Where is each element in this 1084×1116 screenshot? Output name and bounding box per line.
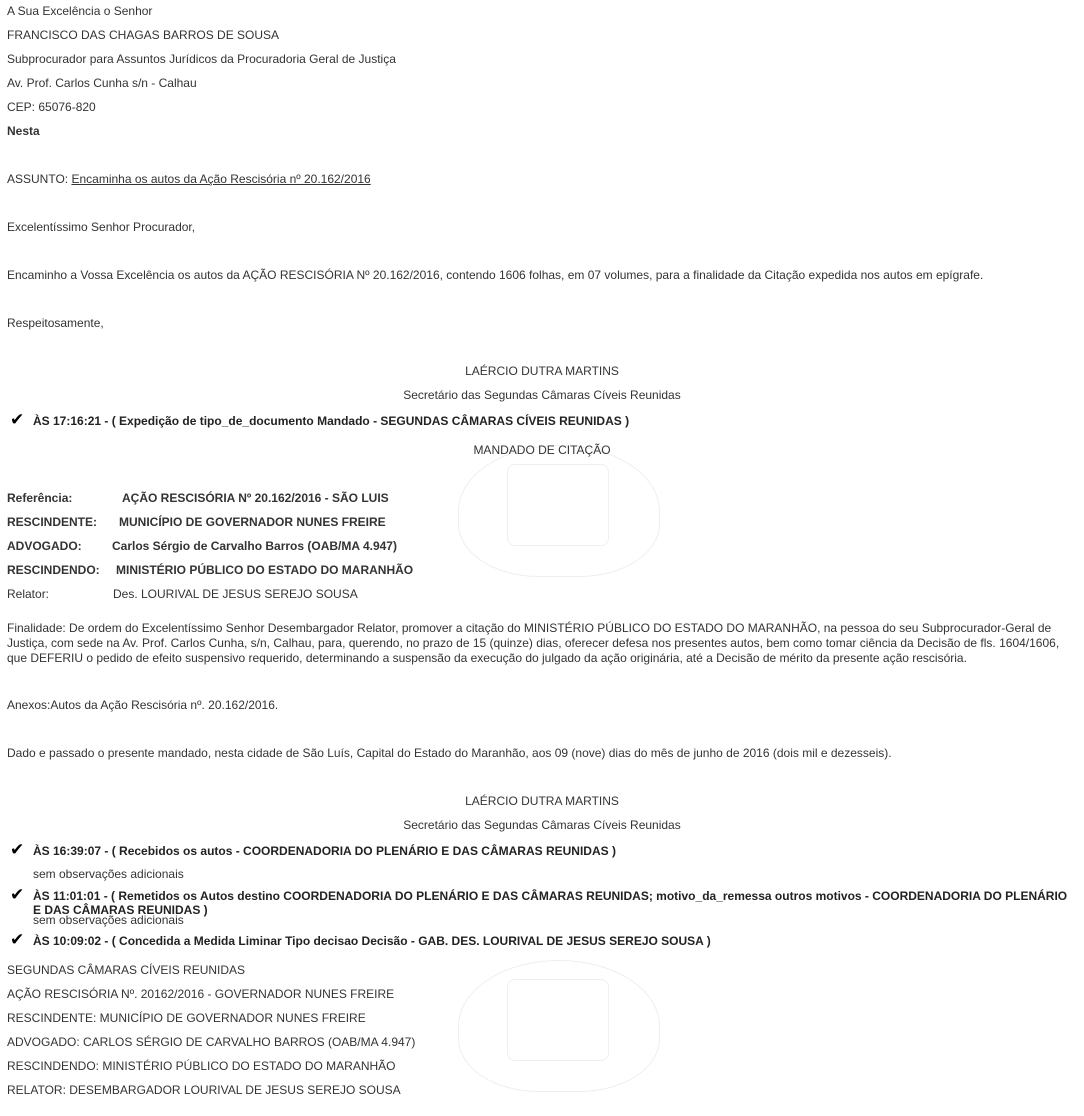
crest-watermark — [458, 960, 660, 1092]
subject-line — [7, 172, 371, 186]
decision-rescindendo: RESCINDENDO: MINISTÉRIO PÚBLICO DO ESTADO DO MARANHÃO — [7, 1059, 396, 1073]
salutation: A Sua Excelência o Senhor — [7, 4, 153, 18]
signature-title: Secretário das Segundas Câmaras Cíveis Reunidas — [403, 818, 681, 832]
greeting: Excelentíssimo Senhor Procurador, — [7, 220, 196, 234]
ref-value: AÇÃO RESCISÓRIA Nº 20.162/2016 - SÃO LUIS — [122, 491, 389, 505]
event-note: sem observações adicionais — [33, 913, 184, 927]
decision-rescindente: RESCINDENTE: MUNICÍPIO DE GOVERNADOR NUNES FREIRE — [7, 1011, 366, 1025]
decision-court: SEGUNDAS CÂMARAS CÍVEIS REUNIDAS — [7, 963, 246, 977]
check-icon: ✔ — [10, 930, 25, 949]
rescindendo-value: MINISTÉRIO PÚBLICO DO ESTADO DO MARANHÃO — [116, 563, 414, 577]
event-entry: ÀS 11:01:01 - ( Remetidos os Autos destino COORDENADORIA DO PLENÁRIO E DAS CÂMARAS REUNIDAS; motivo_da_remessa outros motivos - COORDENADORIA DO PLENÁRIO — [33, 889, 1068, 903]
mandado-heading: MANDADO DE CITAÇÃO — [473, 443, 611, 457]
event-entry: ÀS 16:39:07 - ( Recebidos os autos - COORDENADORIA DO PLENÁRIO E DAS CÂMARAS REUNIDAS ) — [33, 844, 616, 858]
subject-text: Encaminha os autos da Ação Rescisória nº 20.162/2016 — [71, 172, 371, 186]
decision-advogado: ADVOGADO: CARLOS SÉRGIO DE CARVALHO BARROS (OAB/MA 4.947) — [7, 1035, 416, 1049]
subject-label: ASSUNTO: — [7, 172, 72, 186]
rescindendo-label: RESCINDENDO: — [7, 563, 100, 577]
check-icon: ✔ — [10, 840, 25, 859]
signature-name: LAÉRCIO DUTRA MARTINS — [465, 364, 619, 378]
addressee-cep: CEP: 65076-820 — [7, 100, 96, 114]
rescindente-label: RESCINDENTE: — [7, 515, 98, 529]
addressee-address: Av. Prof. Carlos Cunha s/n - Calhau — [7, 76, 197, 90]
addressee-name: FRANCISCO DAS CHAGAS BARROS DE SOUSA — [7, 28, 280, 42]
addressee-role: Subprocurador para Assuntos Jurídicos da Procuradoria Geral de Justiça — [7, 52, 396, 66]
signature-name: LAÉRCIO DUTRA MARTINS — [465, 794, 619, 808]
dado-e-passado: Dado e passado o presente mandado, nesta cidade de São Luís, Capital do Estado do Maranhão, aos 09 (nove) dias do mês de junho de 2016 (dois mil e dezesseis). — [7, 746, 892, 760]
nesta-label: Nesta — [7, 124, 40, 138]
closing: Respeitosamente, — [7, 316, 104, 330]
event-note: sem observações adicionais — [33, 867, 184, 881]
anexos: Anexos:Autos da Ação Rescisória nº. 20.162/2016. — [7, 698, 279, 712]
event-entry: ÀS 10:09:02 - ( Concedida a Medida Liminar Tipo decisao Decisão - GAB. DES. LOURIVAL DE JESUS SEREJO SOUSA ) — [33, 934, 711, 948]
event-entry: ÀS 17:16:21 - ( Expedição de tipo_de_documento Mandado - SEGUNDAS CÂMARAS CÍVEIS REUNIDAS ) — [33, 414, 630, 428]
crest-watermark — [458, 445, 660, 577]
check-icon: ✔ — [10, 885, 25, 904]
advogado-value: Carlos Sérgio de Carvalho Barros (OAB/MA 4.947) — [112, 539, 397, 553]
event-entry-continued: E DAS CÂMARAS REUNIDAS ) — [33, 903, 208, 917]
relator-label: Relator: — [7, 587, 50, 601]
signature-title: Secretário das Segundas Câmaras Cíveis Reunidas — [403, 388, 681, 402]
check-icon: ✔ — [10, 410, 25, 429]
ref-label: Referência: — [7, 491, 73, 505]
advogado-label: ADVOGADO: — [7, 539, 82, 553]
decision-relator: RELATOR: DESEMBARGADOR LOURIVAL DE JESUS SEREJO SOUSA — [7, 1083, 401, 1097]
body-text: Encaminho a Vossa Excelência os autos da AÇÃO RESCISÓRIA Nº 20.162/2016, contendo 1606 folhas, em 07 volumes, para a finalidade da Citação expedida nos autos em epígrafe. — [7, 268, 984, 282]
relator-value: Des. LOURIVAL DE JESUS SEREJO SOUSA — [113, 587, 358, 601]
finalidade-paragraph: Finalidade: De ordem do Excelentíssimo Senhor Desembargador Relator, promover a citação do MINISTÉRIO PÚBLICO DO ESTADO DO MARANHÃO, na pessoa do seu Subprocurador-Geral de Justiça, com sede na Av. Prof. Carlos Cunha, s/n, Calhau, para, querendo, no prazo de 15 (quinze) dias, oferecer defesa nos presentes autos, bem como tomar ciência da Decisão de fls. 1604/1606, que DEFERIU o pedido de efeito suspensivo requerido, determinando a suspensão da execução do julgado da ação originária, até a Decisão de mérito da presente ação rescisória. — [7, 621, 1060, 665]
decision-acao: AÇÃO RESCISÓRIA Nº. 20162/2016 - GOVERNADOR NUNES FREIRE — [7, 987, 395, 1001]
rescindente-value: MUNICÍPIO DE GOVERNADOR NUNES FREIRE — [119, 515, 386, 529]
